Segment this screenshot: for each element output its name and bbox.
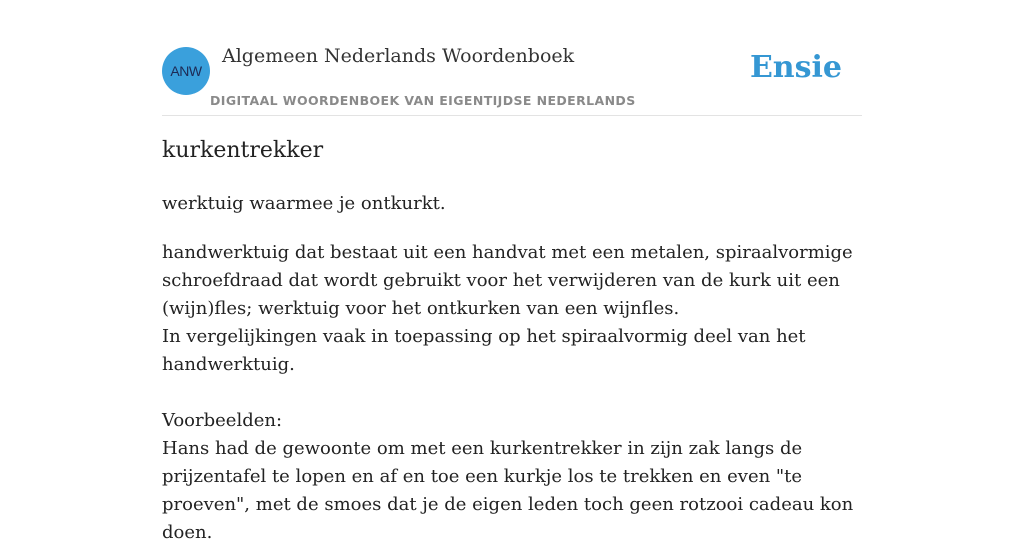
- examples-label: Voorbeelden:: [162, 410, 283, 431]
- anw-logo[interactable]: [162, 47, 210, 95]
- paragraph-gap: [162, 379, 862, 407]
- content-container: [162, 0, 862, 543]
- site-title[interactable]: Algemeen Nederlands Woordenboek: [222, 45, 575, 67]
- site-subtitle: DIGITAAL WOORDENBOEK VAN EIGENTIJDSE NEDERLANDS: [210, 93, 636, 108]
- logo-text: ANW: [170, 63, 202, 79]
- entry-title: kurkentrekker: [162, 138, 324, 163]
- ensie-brand-logo[interactable]: Ensie: [749, 50, 842, 85]
- definition-text-2: In vergelijkingen vaak in toepassing op het spiraalvormig deel van het handwerktuig.: [162, 326, 806, 375]
- site-header: [162, 0, 862, 116]
- long-definition: [162, 239, 862, 547]
- short-definition: werktuig waarmee je ontkurkt.: [162, 193, 446, 214]
- example-text-1: Hans had de gewoonte om met een kurkentrekker in zijn zak langs de prijzentafel te lopen en af en toe een kurkje los te trekken en even "te proeven", met de smoes dat je de eigen leden toch geen rotzooi cadeau kon doen.: [162, 438, 854, 543]
- definition-text-1: handwerktuig dat bestaat uit een handvat met een metalen, spiraalvormige schroefdraad dat wordt gebruikt voor het verwijderen van de kurk uit een (wijn)fles; werktuig voor het ontkurken van een wijnfles.: [162, 242, 853, 319]
